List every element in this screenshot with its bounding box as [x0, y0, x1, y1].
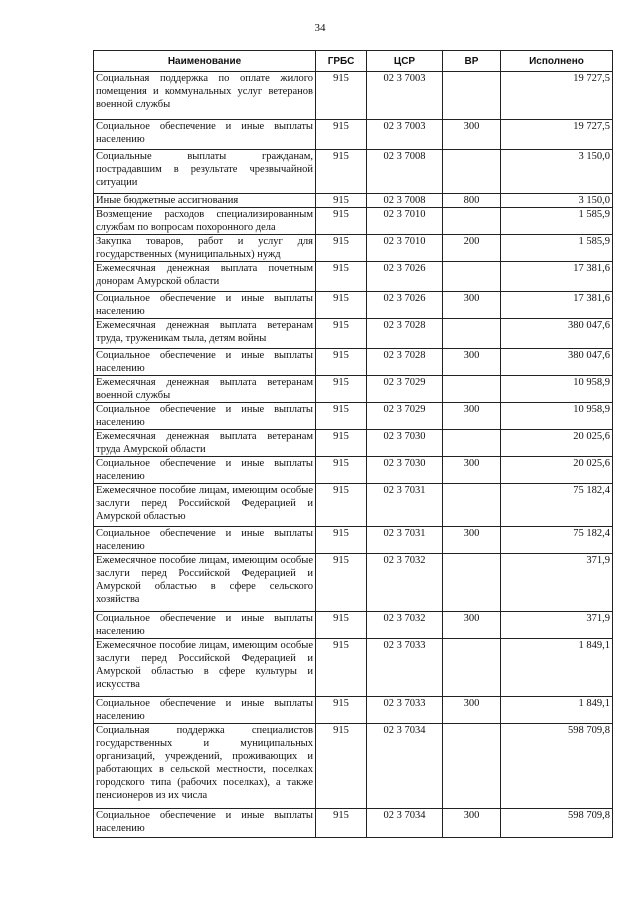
table-row — [94, 724, 613, 809]
row-vr-cell — [443, 430, 501, 457]
table-row — [94, 457, 613, 484]
row-csr-cell: 02 3 7033 — [367, 697, 443, 724]
row-name-cell: Ежемесячное пособие лицам, имеющим особые заслуги перед Российской Федерацией и Амурской областью — [94, 484, 316, 527]
row-name-cell: Социальное обеспечение и иные выплаты населению — [94, 697, 316, 724]
row-name-cell: Возмещение расходов специализированным службам по вопросам похоронного дела — [94, 208, 316, 235]
row-name-cell: Ежемесячная денежная выплата ветеранам труда, труженикам тыла, детям войны — [94, 319, 316, 349]
row-grbs-cell: 915 — [316, 194, 367, 208]
row-csr-cell: 02 3 7030 — [367, 430, 443, 457]
row-executed-cell: 20 025,6 — [501, 457, 613, 484]
row-vr-cell — [443, 376, 501, 403]
row-csr-cell: 02 3 7034 — [367, 809, 443, 838]
row-vr-cell: 300 — [443, 457, 501, 484]
row-grbs-cell: 915 — [316, 262, 367, 292]
row-csr-cell: 02 3 7032 — [367, 554, 443, 612]
row-vr-cell — [443, 554, 501, 612]
row-csr-cell: 02 3 7034 — [367, 724, 443, 809]
table-row — [94, 639, 613, 697]
row-csr-cell: 02 3 7008 — [367, 194, 443, 208]
row-grbs-cell: 915 — [316, 72, 367, 120]
row-vr-cell — [443, 150, 501, 194]
row-name-cell: Социальное обеспечение и иные выплаты населению — [94, 292, 316, 319]
table-row — [94, 150, 613, 194]
row-vr-cell: 300 — [443, 403, 501, 430]
row-vr-cell: 300 — [443, 527, 501, 554]
row-csr-cell: 02 3 7028 — [367, 349, 443, 376]
row-grbs-cell: 915 — [316, 376, 367, 403]
row-executed-cell: 1 849,1 — [501, 697, 613, 724]
row-name-cell: Социальное обеспечение и иные выплаты населению — [94, 809, 316, 838]
row-name-cell: Социальная поддержка специалистов государственных и муниципальных организаций, учреждений, проживающих и работающих в сельской местности, поселках городского типа (рабочих поселках), а также пенсионеров из их числа — [94, 724, 316, 809]
row-name-cell: Иные бюджетные ассигнования — [94, 194, 316, 208]
row-executed-cell: 75 182,4 — [501, 484, 613, 527]
row-name-cell: Ежемесячное пособие лицам, имеющим особые заслуги перед Российской Федерацией и Амурской областью в сфере сельского хозяйства — [94, 554, 316, 612]
row-csr-cell: 02 3 7030 — [367, 457, 443, 484]
row-name-cell: Социальные выплаты гражданам, пострадавшим в результате чрезвычайной ситуации — [94, 150, 316, 194]
row-grbs-cell: 915 — [316, 724, 367, 809]
row-vr-cell: 800 — [443, 194, 501, 208]
row-executed-cell: 380 047,6 — [501, 319, 613, 349]
row-name-cell: Ежемесячное пособие лицам, имеющим особые заслуги перед Российской Федерацией и Амурской областью в сфере культуры и искусства — [94, 639, 316, 697]
table-row — [94, 72, 613, 120]
row-executed-cell: 19 727,5 — [501, 72, 613, 120]
row-executed-cell: 371,9 — [501, 554, 613, 612]
row-executed-cell: 598 709,8 — [501, 724, 613, 809]
row-vr-cell — [443, 208, 501, 235]
row-executed-cell: 598 709,8 — [501, 809, 613, 838]
row-vr-cell: 300 — [443, 809, 501, 838]
table-row — [94, 554, 613, 612]
table-row — [94, 194, 613, 208]
table-row — [94, 484, 613, 527]
row-grbs-cell: 915 — [316, 612, 367, 639]
budget-execution-table — [93, 50, 613, 838]
row-name-cell: Социальное обеспечение и иные выплаты населению — [94, 612, 316, 639]
row-name-cell: Ежемесячная денежная выплата ветеранам труда Амурской области — [94, 430, 316, 457]
row-vr-cell — [443, 319, 501, 349]
row-name-cell: Ежемесячная денежная выплата почетным донорам Амурской области — [94, 262, 316, 292]
table-row — [94, 208, 613, 235]
row-grbs-cell: 915 — [316, 554, 367, 612]
row-vr-cell — [443, 72, 501, 120]
table-row — [94, 403, 613, 430]
row-grbs-cell: 915 — [316, 430, 367, 457]
table-header-row — [94, 51, 613, 72]
row-vr-cell: 300 — [443, 612, 501, 639]
row-grbs-cell: 915 — [316, 484, 367, 527]
row-grbs-cell: 915 — [316, 639, 367, 697]
row-csr-cell: 02 3 7010 — [367, 208, 443, 235]
row-executed-cell: 1 849,1 — [501, 639, 613, 697]
row-vr-cell: 300 — [443, 120, 501, 150]
row-csr-cell: 02 3 7029 — [367, 403, 443, 430]
table-row — [94, 235, 613, 262]
row-grbs-cell: 915 — [316, 527, 367, 554]
header-executed: Исполнено — [501, 51, 613, 72]
row-executed-cell: 1 585,9 — [501, 235, 613, 262]
row-vr-cell — [443, 639, 501, 697]
row-grbs-cell: 915 — [316, 208, 367, 235]
row-executed-cell: 3 150,0 — [501, 194, 613, 208]
row-vr-cell: 300 — [443, 697, 501, 724]
row-name-cell: Социальное обеспечение и иные выплаты населению — [94, 403, 316, 430]
header-csr: ЦСР — [367, 51, 443, 72]
row-csr-cell: 02 3 7033 — [367, 639, 443, 697]
row-csr-cell: 02 3 7032 — [367, 612, 443, 639]
row-vr-cell — [443, 484, 501, 527]
row-csr-cell: 02 3 7003 — [367, 120, 443, 150]
row-vr-cell — [443, 262, 501, 292]
table-row — [94, 809, 613, 838]
table-body — [94, 72, 613, 838]
row-csr-cell: 02 3 7031 — [367, 527, 443, 554]
table-row — [94, 430, 613, 457]
row-vr-cell: 200 — [443, 235, 501, 262]
row-executed-cell: 380 047,6 — [501, 349, 613, 376]
row-name-cell: Ежемесячная денежная выплата ветеранам военной службы — [94, 376, 316, 403]
table-row — [94, 697, 613, 724]
row-executed-cell: 75 182,4 — [501, 527, 613, 554]
row-grbs-cell: 915 — [316, 457, 367, 484]
row-csr-cell: 02 3 7029 — [367, 376, 443, 403]
row-csr-cell: 02 3 7003 — [367, 72, 443, 120]
row-executed-cell: 17 381,6 — [501, 262, 613, 292]
row-executed-cell: 17 381,6 — [501, 292, 613, 319]
row-name-cell: Социальное обеспечение и иные выплаты населению — [94, 120, 316, 150]
row-executed-cell: 3 150,0 — [501, 150, 613, 194]
header-grbs: ГРБС — [316, 51, 367, 72]
row-name-cell: Социальная поддержка по оплате жилого помещения и коммунальных услуг ветеранов военной службы — [94, 72, 316, 120]
row-executed-cell: 20 025,6 — [501, 430, 613, 457]
page-number: 34 — [314, 22, 326, 34]
row-name-cell: Социальное обеспечение и иные выплаты населению — [94, 457, 316, 484]
row-csr-cell: 02 3 7008 — [367, 150, 443, 194]
table-row — [94, 349, 613, 376]
row-grbs-cell: 915 — [316, 697, 367, 724]
row-vr-cell — [443, 724, 501, 809]
row-csr-cell: 02 3 7026 — [367, 292, 443, 319]
table-row — [94, 262, 613, 292]
row-vr-cell: 300 — [443, 292, 501, 319]
row-csr-cell: 02 3 7026 — [367, 262, 443, 292]
row-executed-cell: 10 958,9 — [501, 376, 613, 403]
table-row — [94, 319, 613, 349]
row-grbs-cell: 915 — [316, 349, 367, 376]
table-row — [94, 612, 613, 639]
row-vr-cell: 300 — [443, 349, 501, 376]
row-name-cell: Закупка товаров, работ и услуг для государственных (муниципальных) нужд — [94, 235, 316, 262]
row-grbs-cell: 915 — [316, 809, 367, 838]
header-name: Наименование — [94, 51, 316, 72]
row-csr-cell: 02 3 7031 — [367, 484, 443, 527]
row-name-cell: Социальное обеспечение и иные выплаты населению — [94, 527, 316, 554]
row-grbs-cell: 915 — [316, 120, 367, 150]
table-row — [94, 120, 613, 150]
header-vr: ВР — [443, 51, 501, 72]
table-row — [94, 527, 613, 554]
row-name-cell: Социальное обеспечение и иные выплаты населению — [94, 349, 316, 376]
row-grbs-cell: 915 — [316, 319, 367, 349]
table-row — [94, 292, 613, 319]
row-csr-cell: 02 3 7028 — [367, 319, 443, 349]
row-csr-cell: 02 3 7010 — [367, 235, 443, 262]
row-executed-cell: 19 727,5 — [501, 120, 613, 150]
row-grbs-cell: 915 — [316, 292, 367, 319]
row-grbs-cell: 915 — [316, 403, 367, 430]
table-row — [94, 376, 613, 403]
row-executed-cell: 1 585,9 — [501, 208, 613, 235]
row-grbs-cell: 915 — [316, 235, 367, 262]
row-executed-cell: 10 958,9 — [501, 403, 613, 430]
row-grbs-cell: 915 — [316, 150, 367, 194]
row-executed-cell: 371,9 — [501, 612, 613, 639]
